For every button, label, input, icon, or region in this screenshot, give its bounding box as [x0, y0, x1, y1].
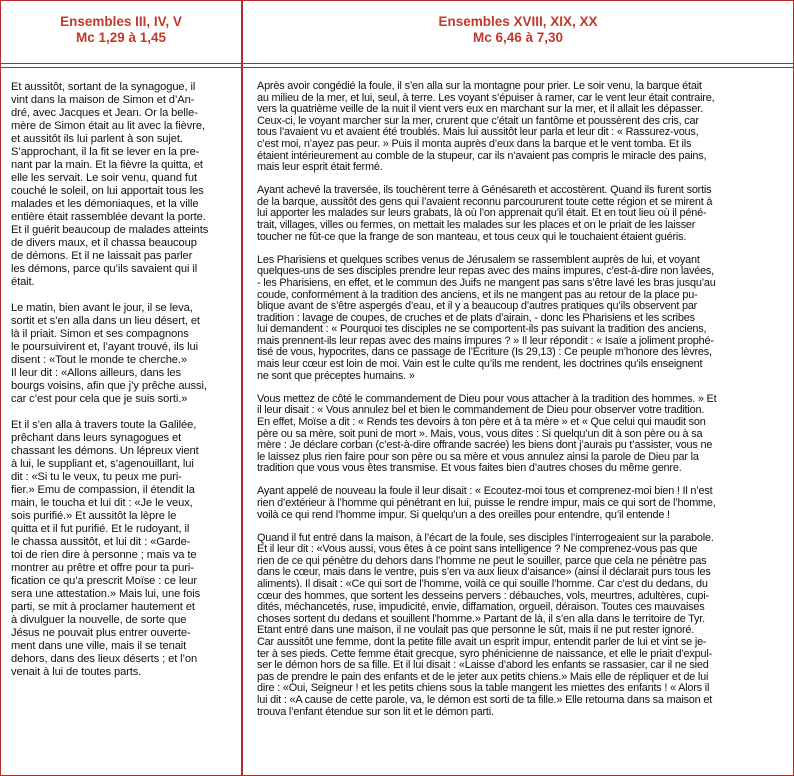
text-line: toi de rien dire à personne ; mais va te	[11, 549, 197, 561]
text-line: elle les servait. Le soir venu, quand fut	[11, 172, 198, 184]
text-line: sera une attestation.» Mais lui, une fois	[11, 588, 201, 600]
text-line: ser le démon hors de sa fille. Et il lui disait : «Laisse d’abord les enfants se rassasier, car il ne sied	[257, 659, 709, 672]
right-paragraph	[257, 81, 789, 174]
text-line: main, le toucha et lui dit : «Je le veux,	[11, 497, 193, 509]
text-line: En effet, Moïse a dit : « Rends tes devoirs à ton père et à ta mère » et « Que celui qui maudit son	[257, 415, 706, 428]
text-line: Et aussitôt, sortant de la synagogue, il	[11, 81, 196, 93]
text-line: quitta et il fut purifié. Et le rudoyant, il	[11, 523, 190, 535]
text-line: prêchant dans leurs synagogues et	[11, 432, 182, 444]
right-column-heading	[243, 1, 793, 46]
right-paragraph	[257, 486, 789, 521]
text-line: dré, avec Jacques et Jean. Or la belle-	[11, 107, 198, 119]
text-line: pas de prendre le pain des enfants et de le jeter aux petits chiens.» Mais elle de répliquer et de lui	[257, 670, 709, 683]
text-line: vint dans la maison de Simon et d’An-	[11, 94, 195, 106]
text-line: car c’est pour cela que je suis sorti.»	[11, 393, 188, 405]
text-line: S’approchant, il la fit se lever en la pre-	[11, 146, 200, 158]
text-line: Ceux-ci, le voyant marcher sur la mer, crurent que c’était un fantôme et poussèrent des cris, car	[257, 114, 699, 127]
text-line: Jésus ne pouvait plus entrer ouverte-	[11, 627, 191, 639]
text-line: ment dans une ville, mais il se tenait	[11, 640, 187, 652]
text-line: à lui, le suppliant et, s’agenouillant, lui	[11, 458, 194, 470]
text-line: était.	[11, 276, 35, 288]
left-paragraph	[11, 302, 235, 406]
text-line: le chassa aussitôt, et lui dit : «Garde-	[11, 536, 191, 548]
text-line: ne sont que préceptes humains. »	[257, 369, 415, 382]
text-line: quelques-uns de ses disciples prendre leur repas avec des mains impures, c’est-à-dire non lavées,	[257, 265, 715, 278]
text-line: sortit et s’en alla dans un lieu désert, et	[11, 315, 200, 327]
text-line: blique avant de s’être aspergés d’eau, et il y a beaucoup d’autres pratiques qu’ils observent par	[257, 300, 698, 313]
text-line: couché le soleil, on lui apportait tous les	[11, 185, 204, 197]
text-line: Car aussitôt une femme, dont la petite fille avait un esprit impur, entendit parler de lui et vint se je-	[257, 636, 707, 649]
left-title-line1: Ensembles III, IV, V	[60, 14, 182, 29]
text-line: Et il leur dit : «Vous aussi, vous êtes à ce point sans intelligence ? Ne comprenez-vous pas que	[257, 543, 698, 556]
text-line: rien d’extérieur à l’homme qui pénétrant en lui, puisse le rendre impur, mais ce qui sort de l’homme,	[257, 497, 716, 509]
text-line: toucher ne fût-ce que la frange de son manteau, et tous ceux qui le touchaient étaient guéris.	[257, 230, 687, 243]
left-paragraph	[11, 81, 235, 289]
text-line: Après avoir congédié la foule, il s’en alla sur la montagne pour prier. Le soir venu, la barque était	[257, 80, 702, 92]
text-line: étaient intérieurement au comble de la stupeur, car ils n’avaient pas compris le miracle des pains,	[257, 149, 707, 162]
text-line: fier.» Emu de compassion, il étendit la	[11, 484, 195, 496]
text-line: Il leur dit : «Allons ailleurs, dans les	[11, 367, 182, 379]
text-line: entière était rassemblée devant la porte.	[11, 211, 206, 223]
text-line: et aussitôt ils lui parlent à son sujet.	[11, 133, 183, 145]
text-line: vers la quatrième veille de la nuit il vient vers eux en marchant sur la mer, et il allait les dépasser.	[257, 103, 703, 116]
right-column	[243, 1, 793, 775]
text-line: mais prennent-ils leur repas avec des mains impures ? » Il leur répondit : « Isaïe a joliment prophé-	[257, 334, 714, 347]
text-line: le laissez plus rien faire pour son père ou sa mère et vous annulez ainsi la parole de Dieu par la	[257, 450, 699, 463]
text-line: parti, se mit à proclamer hautement et	[11, 601, 195, 613]
text-line: Quand il fut entré dans la maison, à l’écart de la foule, ses disciples l’interrogeaient sur la parabole.	[257, 531, 714, 544]
left-column-text	[11, 81, 235, 692]
text-line: bourgs voisins, afin que j’y prêche aussi,	[11, 380, 207, 392]
text-line: Le matin, bien avant le jour, il se leva,	[11, 302, 193, 314]
text-line: mais leur cœur est loin de moi. Vain est le culte qu’ils me rendent, les doctrines qu’ils enseignent	[257, 358, 703, 371]
left-title-line2: Mc 1,29 à 1,45	[75, 30, 167, 45]
text-line: de divers maux, et il chassa beaucoup	[11, 237, 197, 249]
text-line: dit : «Si tu le veux, tu peux me puri-	[11, 471, 182, 483]
text-line: Et il s’en alla à travers toute la Galilée,	[11, 419, 197, 431]
text-line: montrer au prêtre et offre pour ta puri-	[11, 562, 194, 574]
text-line: aliments). Il disait : «Ce qui sort de l’homme, voilà ce qui souille l’homme. Car c’est du dedans, du	[257, 578, 708, 591]
text-line: cœur des hommes, que sortent les desseins pervers : débauches, vols, meurtres, adultères, cupi-	[257, 589, 709, 602]
text-line: Ayant appelé de nouveau la foule il leur disait : « Ecoutez-moi tous et comprenez-moi bien ! Il n’est	[257, 485, 713, 498]
text-line: mère de Simon était au lit avec la fièvre,	[11, 120, 205, 132]
text-line: au milieu de la mer, et lui, seul, à terre. Les voyant s’épuiser à ramer, car le vent leur était contraire,	[257, 91, 715, 104]
text-line: tradition que vous vous êtes transmise. Et vous faites bien d’autres choses du même genre.	[257, 462, 682, 475]
right-column-text	[257, 81, 789, 730]
right-paragraph	[257, 185, 789, 243]
header-rule-top	[1, 63, 793, 64]
right-paragraph	[257, 533, 789, 719]
text-line: lui apporter les malades sur leurs grabats, là où l’on apprenait qu’il était. Et en tout lieu où il péné-	[257, 207, 707, 220]
text-line: lui dit : «A cause de cette parole, va, le démon est sorti de ta fille.» Elle retourna dans sa maison et	[257, 694, 713, 706]
text-line: Etant entré dans une maison, il ne voulait pas que personne le sût, mais il ne put rester ignoré.	[257, 624, 695, 637]
text-line: de démons. Et il ne laissait pas parler	[11, 250, 193, 262]
text-line: tisé de vous, hypocrites, dans ce passage de l’Ecriture (Is 29,13) : Ce peuple m’honore des lèvres,	[257, 346, 712, 359]
text-line: dités, méchancetés, ruse, impudicité, envie, diffamation, orgueil, déraison. Toutes ces mauvaises	[257, 601, 705, 614]
text-line: choses sortent du dedans et souillent l’homme.» Partant de là, il s’en alla dans le territoire de Tyr.	[257, 612, 705, 625]
header-rule-bottom	[1, 67, 793, 68]
text-line: chassant les démons. Un lépreux vient	[11, 445, 199, 457]
text-line: père ou sa mère, soit puni de mort ». Mais, vous, vous dites : Si quelqu’un dit à son père ou à sa	[257, 427, 703, 440]
text-line: dehors, dans des lieux déserts ; et l’on	[11, 653, 198, 665]
left-column-heading	[1, 1, 241, 46]
text-line: malades et les démoniaques, et la ville	[11, 198, 199, 210]
right-paragraph	[257, 394, 789, 475]
text-line: le poursuivirent et, l’ayant trouvé, ils lui	[11, 341, 198, 353]
text-line: Ayant achevé la traversée, ils touchèrent terre à Génésareth et accostèrent. Quand ils furent sortis	[257, 184, 712, 197]
text-line: dans le cœur, mais dans le ventre, puis s’en va aux lieux d’aisance» (ainsi il déclarait purs tous les	[257, 566, 711, 579]
text-line: - les Pharisiens, en effet, et le commun des Juifs ne mangent pas sans s’être lavé les bras jusqu’au	[257, 276, 716, 289]
text-line: fication ce qu’a prescrit Moïse : ce leur	[11, 575, 197, 587]
text-line: nant par la main. Et la fièvre la quitta, et	[11, 159, 203, 171]
text-line: Vous mettez de côté le commandement de Dieu pour vous attacher à la tradition des hommes. » Et	[257, 392, 717, 405]
text-line: sois purifié.» Et aussitôt la lèpre le	[11, 510, 177, 522]
left-column	[1, 1, 241, 775]
text-line: Les Pharisiens et quelques scribes venus de Jérusalem se rassemblent auprès de lui, et voyant	[257, 253, 700, 266]
text-line: trouva l’enfant étendue sur son lit et le démon parti.	[257, 705, 494, 718]
text-line: là il priait. Simon et ses compagnons	[11, 328, 189, 340]
text-line: ter à ses pieds. Cette femme était grecque, syro phénicienne de naissance, et elle le priait d’expul-	[257, 647, 713, 660]
text-line: coude, conformément à la tradition des anciens, et ils ne mangent pas au retour de la place pu-	[257, 288, 698, 301]
text-line: lui demandent : « Pourquoi tes disciples ne se comportent-ils pas suivant la tradition des anciens,	[257, 323, 707, 336]
text-line: il leur disait : « Vous annulez bel et bien le commandement de Dieu pour observer votre tradition.	[257, 404, 705, 417]
right-paragraph	[257, 255, 789, 383]
text-line: mère : Je déclare corban (c’est-à-dire offrande sacrée) les biens dont j’aurais pu t’assister, vous ne	[257, 439, 713, 452]
text-line: de la barque, aussitôt des gens qui l’avaient reconnu parcoururent toute cette région et se mirent à	[257, 195, 713, 208]
text-line: dire : «Oui, Seigneur ! et les petits chiens sous la table mangent les miettes des enfants ! « Alors il	[257, 682, 710, 695]
text-line: disent : «Tout le monde te cherche.»	[11, 354, 187, 366]
left-paragraph	[11, 419, 235, 679]
text-line: venait à lui de toutes parts.	[11, 666, 142, 678]
text-line: Et il guérit beaucoup de malades atteints	[11, 224, 209, 236]
text-line: rien de ce qui pénètre du dehors dans l’homme ne peut le souiller, parce que cela ne pénètre pas	[257, 554, 707, 567]
text-line: les démons, parce qu’ils savaient qui il	[11, 263, 198, 275]
text-line: mais leur esprit était fermé.	[257, 161, 383, 174]
right-title-line1: Ensembles XVIII, XIX, XX	[438, 14, 598, 29]
text-line: trait, villages, villes ou fermes, on mettait les malades sur les places et on le priait de les laisser	[257, 219, 696, 232]
right-title-line2: Mc 6,46 à 7,30	[472, 30, 564, 45]
text-line: voilà ce qui rend l’homme impur. Si quelqu’un a des oreilles pour entendre, qu’il entende !	[257, 508, 670, 521]
text-line: à divulguer la nouvelle, de sorte que	[11, 614, 187, 626]
text-line: c’est moi, n’ayez pas peur. » Puis il monta auprès d’eux dans la barque et le vent tomba. Et ils	[257, 137, 692, 150]
text-line: tous l’avaient vu et avaient été troublés. Mais lui aussitôt leur parla et leur dit : « Rassurez-vous,	[257, 126, 699, 139]
text-line: tradition : lavage de coupes, de cruches et de plats d’airain, - donc les Pharisiens et les scribes	[257, 311, 695, 324]
